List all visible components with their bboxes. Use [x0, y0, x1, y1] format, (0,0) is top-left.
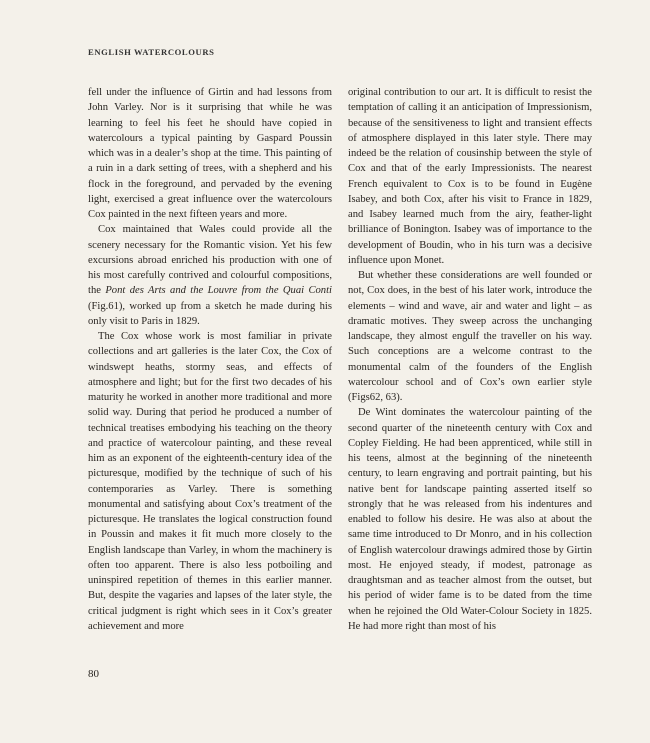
- left-column: [88, 85, 332, 634]
- artwork-title: Pont des Arts and the Louvre from the Quai Conti: [105, 285, 332, 297]
- paragraph: original contribution to our art. It is difficult to resist the temptation of calling it an anticipation of Impressionism, because of the sensitiveness to light and transient effects of atmosphere displayed in this later style. There may indeed be the relation of cousinship between the style of Cox and that of the early Impressionists. The nearest French equivalent to Cox is to be found in Eugène Isabey, and both Cox, after his visit to France in 1829, and Isabey learned much from the airy, feather-light brilliance of Bonington. Isabey was of importance to the development of Boudin, who in his turn was a decisive influence upon Monet.: [348, 87, 592, 266]
- paragraph: The Cox whose work is most familiar in private collections and art galleries is the later Cox, the Cox of windswept heaths, stormy seas, and effects of atmosphere and light; but for the first two decades of his maturity he worked in another more traditional and more solid way. During that period he produced a number of technical treatises embodying his teaching on the theory and practice of watercolour painting, and these reveal him as an exponent of the eighteenth-century idea of the picturesque, modified by the technique of such of his contemporaries as Varley. There is something monumental and satisfying about Cox’s treatment of the picturesque. He translates the logical construction found in Poussin and makes it fit much more closely to the English landscape than Varley, in whom the machinery is often too apparent. There is also less potboiling and uninspired repetition of themes in this earlier manner. But, despite the vagaries and lapses of the later style, the critical judgment is right which sees in it Cox’s greater achievement and more: [88, 331, 332, 632]
- paragraph-text: Cox maintained that Wales could provide all the scenery necessary for the Romantic vision. Yet his few excursions abroad enriched his production with one of his most carefully contrived and colourful compositions, the: [88, 224, 332, 297]
- running-head: ENGLISH WATERCOLOURS: [88, 47, 215, 57]
- right-column: [348, 85, 592, 634]
- page-number: 80: [88, 668, 99, 680]
- paragraph: But whether these considerations are well founded or not, Cox does, in the best of his later work, introduce the elements – wind and wave, air and water and light – as dramatic motives. They sweep across the unchanging landscape, they almost engulf the traveller on his way. Such conceptions are a welcome contrast to the monumental calm of the founders of the English watercolour school and of Cox’s own earlier style (Figs62, 63).: [348, 270, 592, 403]
- paragraph: fell under the influence of Girtin and had lessons from John Varley. Nor is it surprising that while he was learning to feel his feet he should have copied in watercolours a typical painting by Gaspard Poussin which was in a dealer’s shop at the time. This painting of a ruin in a dark setting of trees, with a shepherd and his flock in the foreground, and pervaded by the evening light, exercised a great influence over the watercolours Cox painted in the next fifteen years and more.: [88, 87, 332, 220]
- paragraph-text: (Fig.61), worked up from a sketch he made during his only visit to Paris in 1829.: [88, 300, 332, 327]
- paragraph: De Wint dominates the watercolour painting of the second quarter of the nineteenth century with Cox and Copley Fielding. He had been apprenticed, while still in his teens, almost at the beginning of the nineteenth century, to learn engraving and portrait painting, but his native bent for landscape painting asserted itself so strongly that he was released from his indentures and enabled to follow his desire. He was also at about the same time introduced to Dr Monro, and in his collection of English watercolour drawings admired those by Girtin most. He enjoyed steady, if modest, patronage as draughtsman and as teacher almost from the outset, but his period of wider fame is to be dated from the time when he rejoined the Old Water-Colour Society in 1825. He had more right than most of his: [348, 407, 592, 632]
- paragraph: [88, 222, 332, 329]
